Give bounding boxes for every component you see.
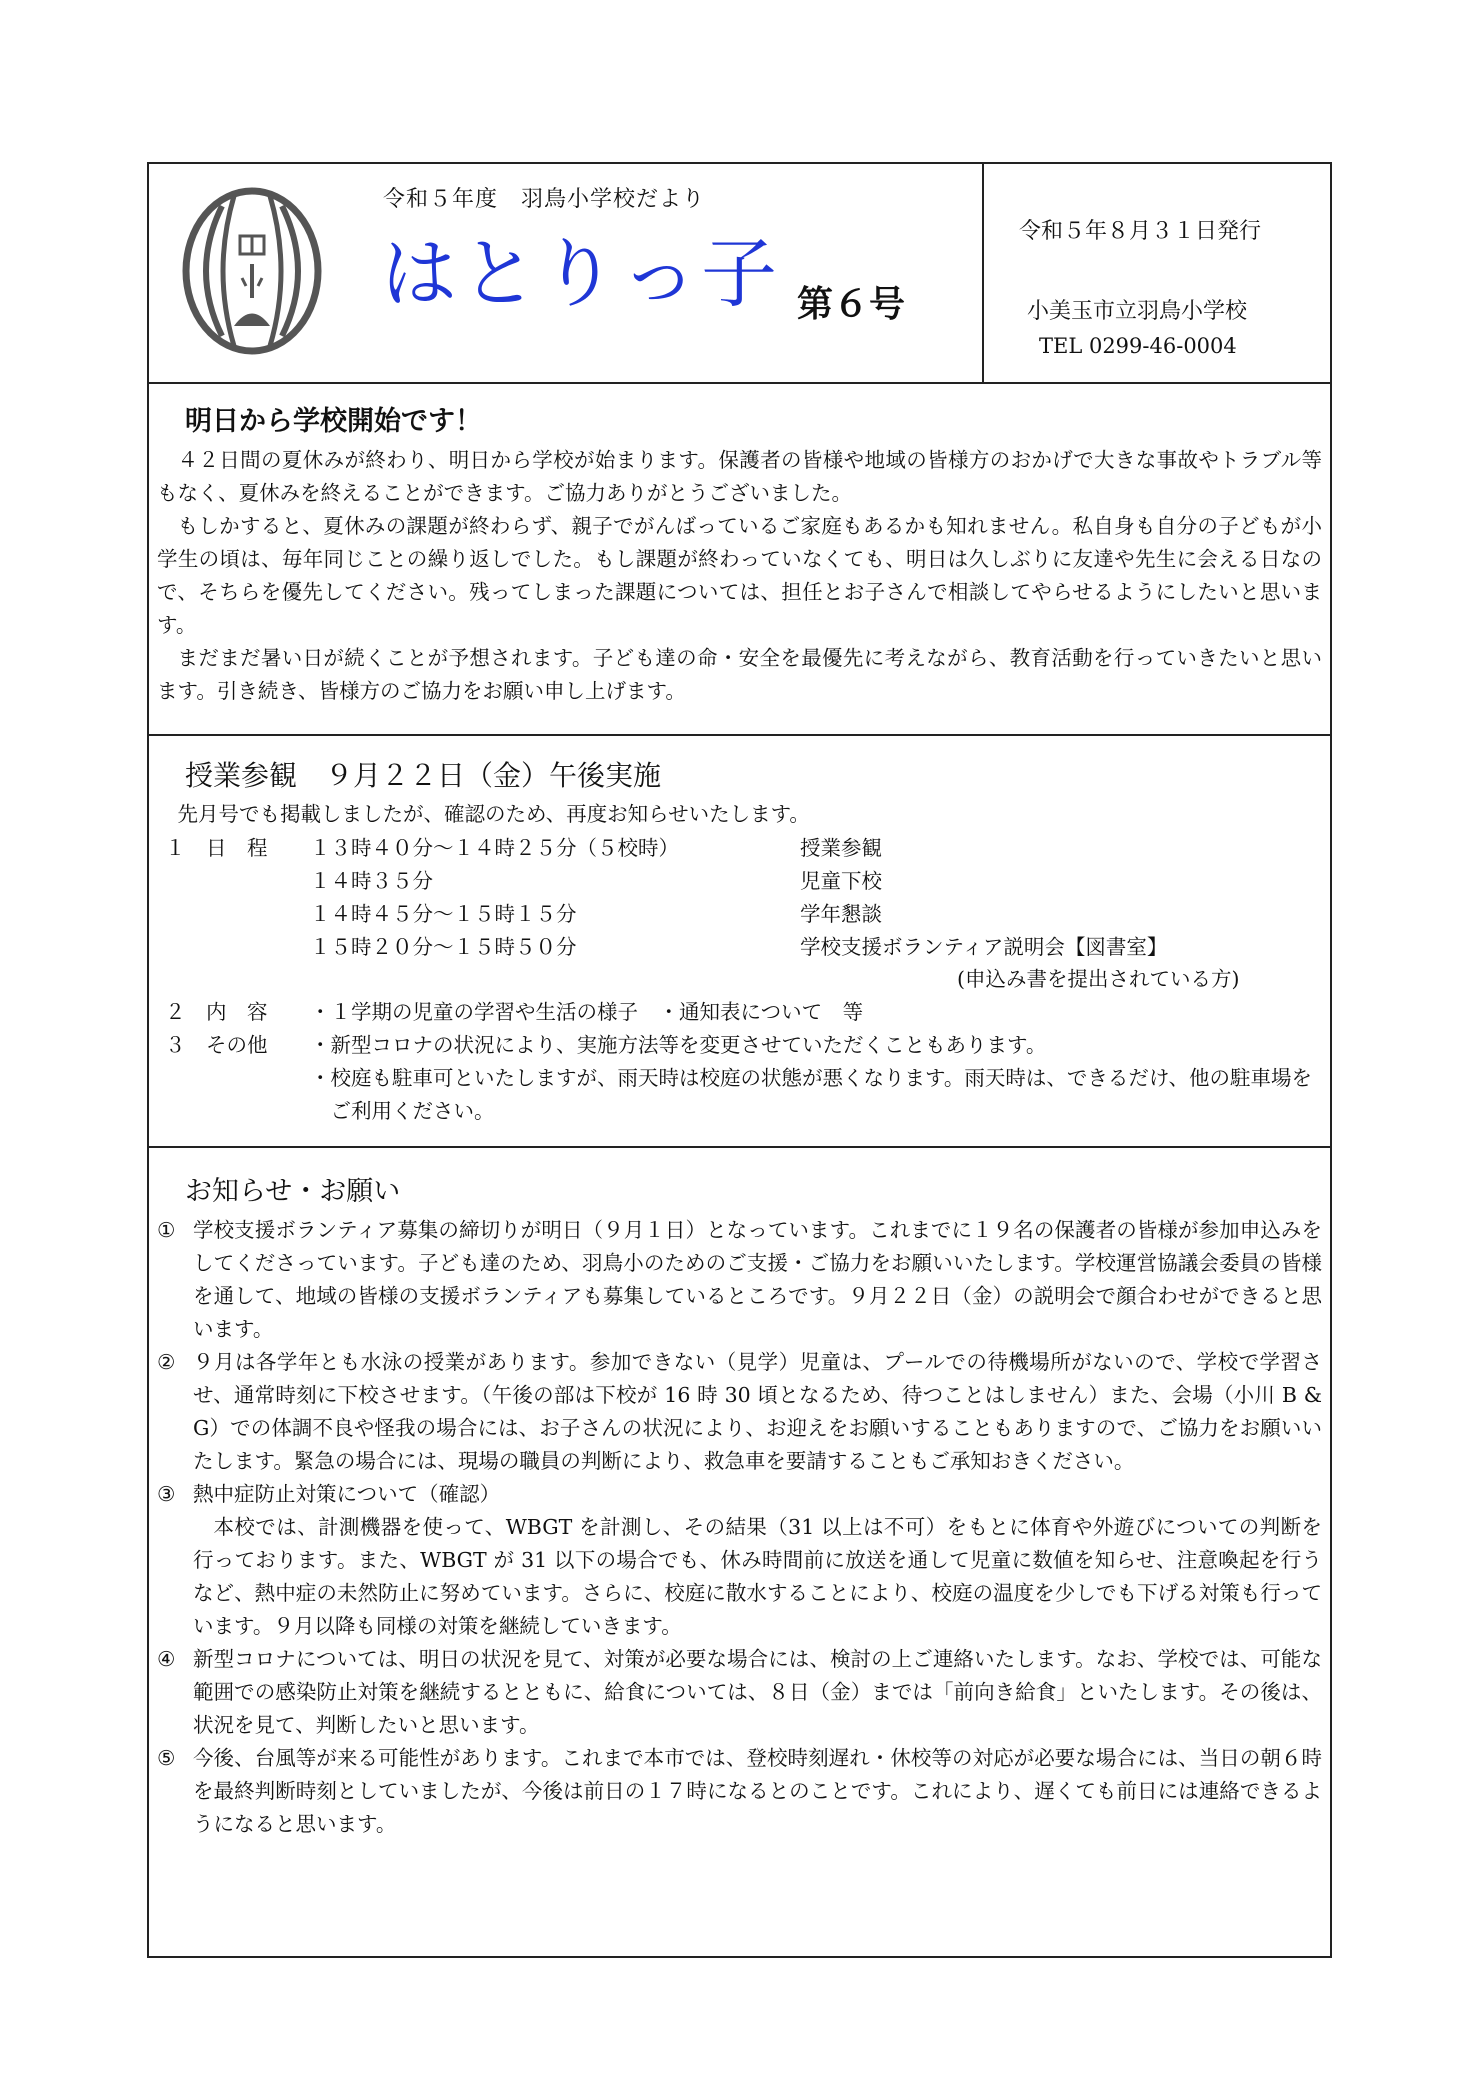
schedule-event: 児童下校 <box>800 869 882 893</box>
section-school-start <box>149 382 1330 736</box>
schedule-note: (申込み書を提出されている方) <box>957 967 1240 991</box>
table-row <box>165 897 1167 930</box>
issue-number: 第６号 <box>797 284 906 325</box>
paragraph: 先月号でも掲載しましたが、確認のため、再度お知らせいたします。 <box>177 802 810 826</box>
schedule-time: １３時４０分～１４時２５分（５校時） <box>310 836 679 860</box>
section-open-class <box>149 736 1330 1148</box>
section-heading: お知らせ・お願い <box>185 1176 401 1207</box>
schedule-table <box>165 831 1167 963</box>
schedule-label: １ 日 程 <box>165 836 268 860</box>
schedule-time: １４時４５分～１５時１５分 <box>310 902 577 926</box>
issue-date: 令和５年８月３１日発行 <box>1019 219 1262 244</box>
school-tel: TEL 0299-46-0004 <box>1039 334 1237 358</box>
section-heading: 明日から学校開始です！ <box>185 406 482 437</box>
item-number: ③ <box>157 1482 176 1506</box>
other-label: ３ その他 <box>165 1033 268 1057</box>
school-emblem-icon <box>182 186 322 356</box>
table-row <box>165 930 1167 963</box>
newsletter-title: はとりっ子 <box>381 229 781 318</box>
list-item <box>157 1346 1322 1478</box>
paragraph: まだまだ暑い日が続くことが予想されます。子ども達の命・安全を最優先に考えながら、教育活動を行っていきたいと思います。引き続き、皆様方のご協力をお願い申し上げます。 <box>157 646 1322 703</box>
item-text: ９月は各学年とも水泳の授業があります。参加できない（見学）児童は、プールでの待機場所がないので、学校で学習させ、通常時刻に下校させます。（午後の部は下校が 16 時 30 頃となるため、待つことはしません）また、会場（小川 B & G）での体調不良や怪我の場合には、お子さんの状況により、お迎えをお願いすることもありますので、ご協力をお願いいたします。緊急の場合には、現場の職員の判断により、救急車を要請することもご承知おきください。 <box>193 1350 1322 1473</box>
paragraph: ４２日間の夏休みが終わり、明日から学校が始まります。保護者の皆様や地域の皆様方のおかげで大きな事故やトラブル等もなく、夏休みを終えることができます。ご協力ありがとうございました。 <box>157 448 1322 505</box>
list-item <box>157 1214 1322 1346</box>
list-item <box>157 1643 1322 1742</box>
other-text: ・校庭も駐車可といたしますが、雨天時は校庭の状態が悪くなります。雨天時は、できるだけ、他の駐車場をご利用ください。 <box>310 1066 1313 1123</box>
other-text: ・新型コロナの状況により、実施方法等を変更させていただくこともあります。 <box>310 1033 1047 1057</box>
table-row <box>165 864 1167 897</box>
item-text: 今後、台風等が来る可能性があります。これまで本市では、登校時刻遅れ・休校等の対応が必要な場合には、当日の朝６時を最終判断時刻としていましたが、今後は前日の１７時になるとのことです。これにより、遅くても前日には連絡できるようになると思います。 <box>193 1746 1322 1836</box>
masthead <box>149 164 1330 384</box>
section-heading: 授業参観 ９月２２日（金）午後実施 <box>185 759 662 792</box>
item-number: ④ <box>157 1647 176 1671</box>
item-text: 学校支援ボランティア募集の締切りが明日（９月１日）となっています。これまでに１９名の保護者の皆様が参加申込みをしてくださっています。子ども達のため、羽鳥小のためのご支援・ご協力をお願いいたします。学校運営協議会委員の皆様を通して、地域の皆様の支援ボランティアも募集しているところです。９月２２日（金）の説明会で顔合わせができると思います。 <box>193 1218 1322 1341</box>
schedule-time: １４時３５分 <box>310 869 433 893</box>
content-row <box>165 996 1322 1029</box>
newsletter-subtitle: 令和５年度 羽鳥小学校だより <box>383 187 706 212</box>
item-number: ⑤ <box>157 1746 176 1770</box>
paragraph: もしかすると、夏休みの課題が終わらず、親子でがんばっているご家庭もあるかも知れません。私自身も自分の子どもが小学生の頃は、毎年同じことの繰り返しでした。もし課題が終わっていなくても、明日は久しぶりに友達や先生に会える日なので、そちらを優先してください。残ってしまった課題については、担任とお子さんで相談してやらせるようにしたいと思います。 <box>157 514 1322 637</box>
schedule-event: 授業参観 <box>800 836 882 860</box>
item-text: 熱中症防止対策について（確認） <box>193 1482 501 1506</box>
newsletter-frame <box>147 162 1332 1958</box>
other-row <box>165 1029 1322 1062</box>
item-subtext: 本校では、計測機器を使って、WBGT を計測し、その結果（31 以上は不可）をもとに体育や外遊びについての判断を行っております。また、WBGT が 31 以下の場合でも、休み時間前に放送を通して児童に数値を知らせ、注意喚起を行うなど、熱中症の未然防止に努めています。さらに、校庭に散水することにより、校庭の温度を少しでも下げる対策も行っています。９月以降も同様の対策を継続していきます。 <box>193 1515 1322 1638</box>
header-divider <box>982 164 984 382</box>
school-name: 小美玉市立羽鳥小学校 <box>1027 299 1248 324</box>
section-notices <box>149 1148 1330 1956</box>
content-label: ２ 内 容 <box>165 1000 268 1024</box>
schedule-time: １５時２０分～１５時５０分 <box>310 935 577 959</box>
schedule-event: 学校支援ボランティア説明会【図書室】 <box>800 935 1168 959</box>
item-text: 新型コロナについては、明日の状況を見て、対策が必要な場合には、検討の上ご連絡いたします。なお、学校では、可能な範囲での感染防止対策を継続するとともに、給食については、８日（金）までは「前向き給食」といたします。その後は、状況を見て、判断したいと思います。 <box>193 1647 1322 1737</box>
schedule-event: 学年懇談 <box>800 902 882 926</box>
other-row <box>165 1062 1322 1128</box>
list-item <box>157 1478 1322 1643</box>
table-row <box>165 831 1167 864</box>
item-number: ② <box>157 1350 176 1374</box>
item-number: ① <box>157 1218 176 1242</box>
list-item <box>157 1742 1322 1841</box>
content-text: ・１学期の児童の学習や生活の様子 ・通知表について 等 <box>310 1000 864 1024</box>
